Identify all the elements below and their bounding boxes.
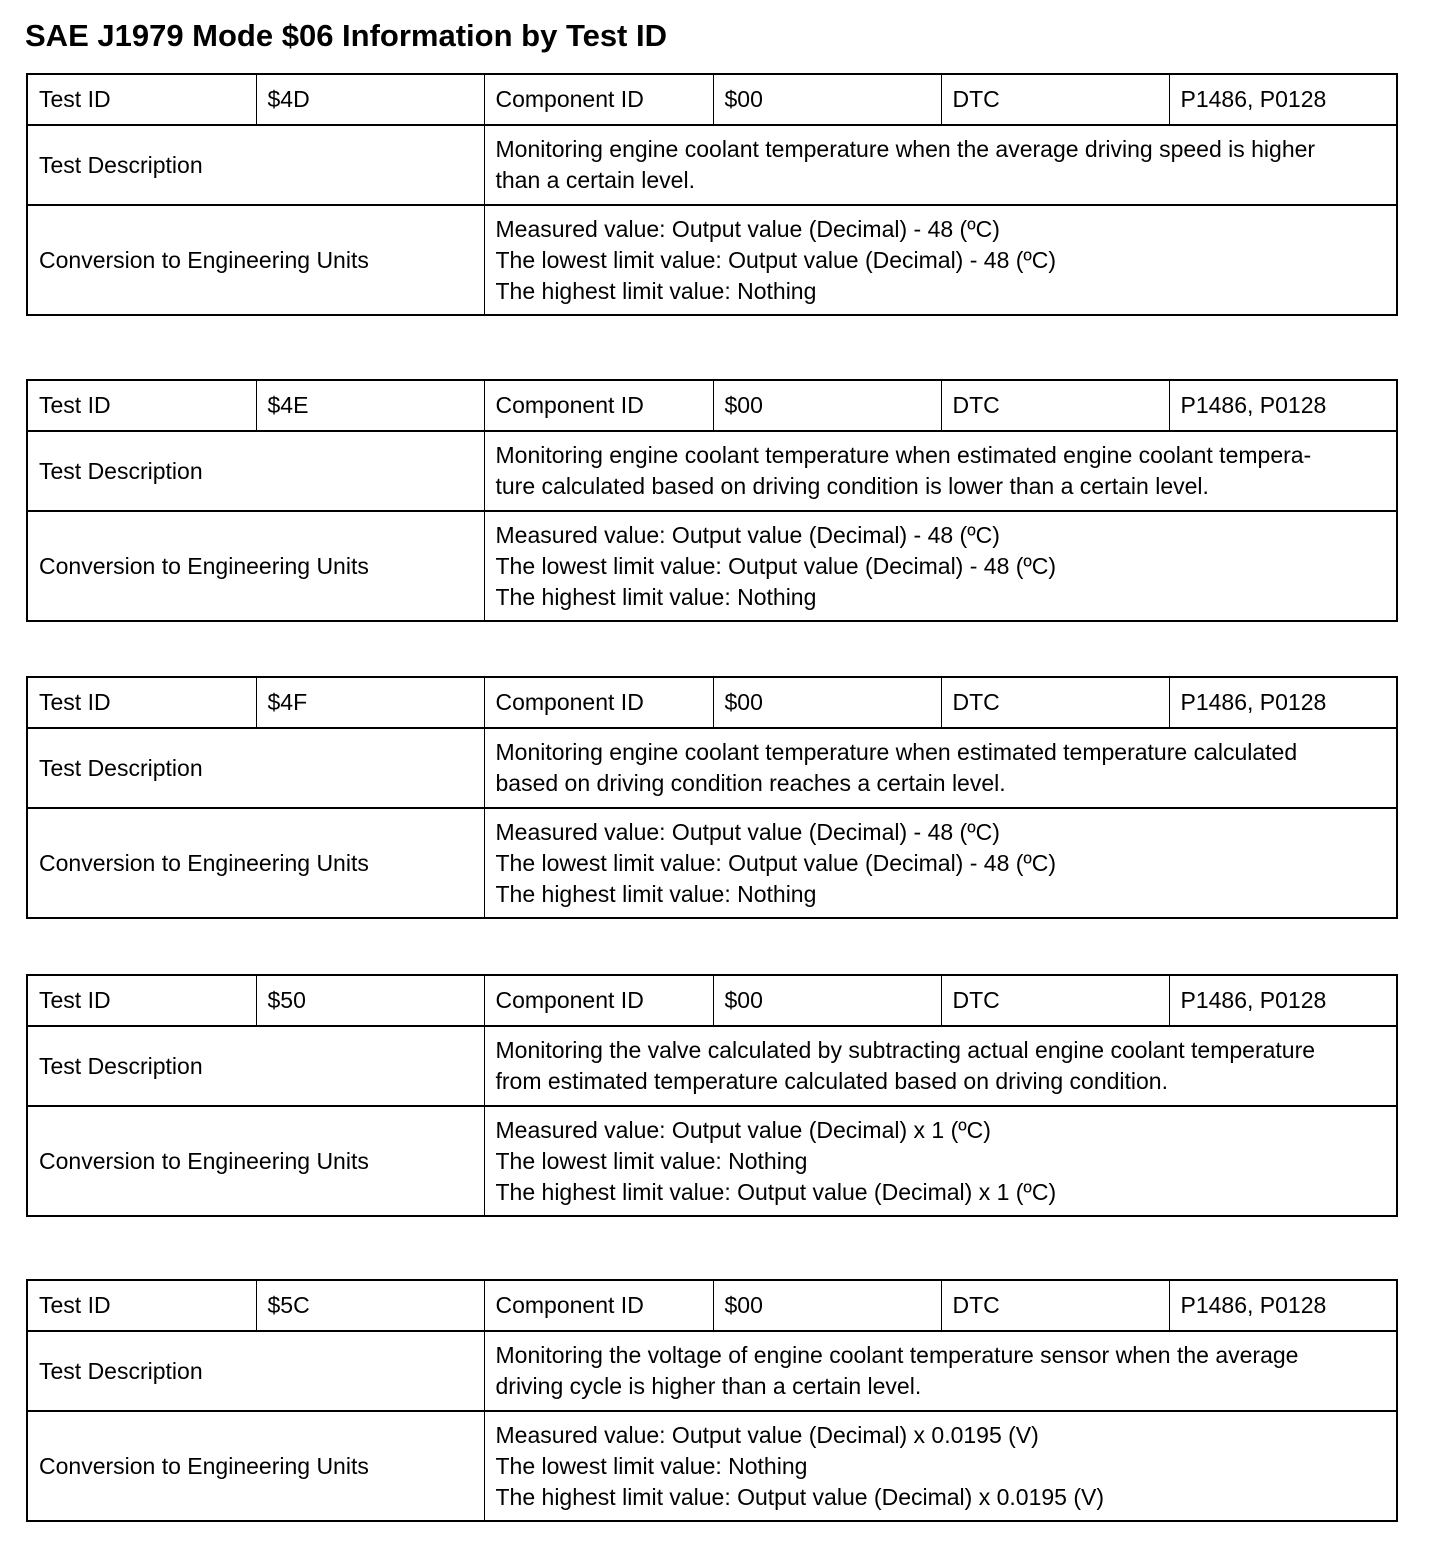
lowest-limit-text: The lowest limit value: Nothing: [495, 1452, 808, 1479]
test-id-table-50: [26, 974, 1398, 1217]
dtc-value: P1486, P0128: [1169, 677, 1397, 728]
conversion-label: Conversion to Engineering Units: [27, 205, 484, 315]
description-line: Monitoring engine coolant temperature when estimated temperature calculated: [495, 739, 1298, 765]
test-id-value: $50: [256, 975, 484, 1026]
description-row: [27, 1026, 1397, 1106]
dtc-label: DTC: [941, 975, 1169, 1026]
header-row: [27, 1280, 1397, 1331]
component-id-label: Component ID: [484, 1280, 713, 1331]
test-id-label: Test ID: [27, 677, 256, 728]
conversion-row: [27, 808, 1397, 918]
component-id-label: Component ID: [484, 975, 713, 1026]
description-line: ture calculated based on driving condition is lower than a certain level.: [495, 473, 1209, 499]
conversion-row: [27, 1411, 1397, 1521]
test-id-label: Test ID: [27, 1280, 256, 1331]
measured-value-text: Measured value: Output value (Decimal) - 48 (ºC): [495, 521, 1000, 548]
component-id-value: $00: [713, 380, 941, 431]
test-id-label: Test ID: [27, 380, 256, 431]
dtc-label: DTC: [941, 1280, 1169, 1331]
component-id-label: Component ID: [484, 380, 713, 431]
conversion-label: Conversion to Engineering Units: [27, 511, 484, 621]
component-id-value: $00: [713, 74, 941, 125]
measured-value-text: Measured value: Output value (Decimal) - 48 (ºC): [495, 215, 1000, 242]
description-row: [27, 1331, 1397, 1411]
lowest-limit-text: The lowest limit value: Nothing: [495, 1147, 808, 1174]
highest-limit-text: The highest limit value: Nothing: [495, 880, 817, 907]
test-description-label: Test Description: [27, 125, 484, 205]
test-description-label: Test Description: [27, 1026, 484, 1106]
test-description-label: Test Description: [27, 1331, 484, 1411]
component-id-value: $00: [713, 677, 941, 728]
conversion-value: [484, 1106, 1397, 1216]
component-id-value: $00: [713, 1280, 941, 1331]
dtc-value: P1486, P0128: [1169, 1280, 1397, 1331]
dtc-value: P1486, P0128: [1169, 975, 1397, 1026]
measured-value-text: Measured value: Output value (Decimal) x 0.0195 (V): [495, 1421, 1039, 1448]
conversion-value: [484, 808, 1397, 918]
description-line: from estimated temperature calculated based on driving condition.: [495, 1068, 1168, 1094]
test-id-value: $4F: [256, 677, 484, 728]
header-row: [27, 380, 1397, 431]
test-description-value: [484, 1331, 1397, 1411]
test-id-table-4e: [26, 379, 1398, 622]
page-title: SAE J1979 Mode $06 Information by Test ID: [25, 18, 667, 53]
description-line: Monitoring engine coolant temperature when the average driving speed is higher: [495, 136, 1316, 162]
test-id-value: $4D: [256, 74, 484, 125]
description-row: [27, 728, 1397, 808]
dtc-value: P1486, P0128: [1169, 74, 1397, 125]
test-id-label: Test ID: [27, 975, 256, 1026]
component-id-label: Component ID: [484, 677, 713, 728]
header-row: [27, 677, 1397, 728]
test-id-value: $4E: [256, 380, 484, 431]
conversion-row: [27, 1106, 1397, 1216]
test-description-value: [484, 431, 1397, 511]
test-id-table-4d: [26, 73, 1398, 316]
test-id-value: $5C: [256, 1280, 484, 1331]
description-line: than a certain level.: [495, 167, 695, 193]
highest-limit-text: The highest limit value: Nothing: [495, 583, 817, 610]
lowest-limit-text: The lowest limit value: Output value (Decimal) - 48 (ºC): [495, 246, 1057, 273]
description-line: driving cycle is higher than a certain level.: [495, 1373, 922, 1399]
highest-limit-text: The highest limit value: Output value (Decimal) x 0.0195 (V): [495, 1483, 1104, 1510]
conversion-label: Conversion to Engineering Units: [27, 808, 484, 918]
dtc-value: P1486, P0128: [1169, 380, 1397, 431]
description-line: Monitoring engine coolant temperature when estimated engine coolant tempera-: [495, 442, 1312, 468]
lowest-limit-text: The lowest limit value: Output value (Decimal) - 48 (ºC): [495, 552, 1057, 579]
conversion-value: [484, 511, 1397, 621]
header-row: [27, 975, 1397, 1026]
test-description-label: Test Description: [27, 728, 484, 808]
highest-limit-text: The highest limit value: Nothing: [495, 277, 817, 304]
description-row: [27, 125, 1397, 205]
description-line: Monitoring the valve calculated by subtracting actual engine coolant temperature: [495, 1037, 1316, 1063]
test-description-value: [484, 125, 1397, 205]
test-description-value: [484, 728, 1397, 808]
component-id-label: Component ID: [484, 74, 713, 125]
measured-value-text: Measured value: Output value (Decimal) x 1 (ºC): [495, 1116, 991, 1143]
test-id-label: Test ID: [27, 74, 256, 125]
dtc-label: DTC: [941, 74, 1169, 125]
description-line: Monitoring the voltage of engine coolant temperature sensor when the average: [495, 1342, 1299, 1368]
conversion-label: Conversion to Engineering Units: [27, 1106, 484, 1216]
component-id-value: $00: [713, 975, 941, 1026]
description-line: based on driving condition reaches a certain level.: [495, 770, 1006, 796]
description-row: [27, 431, 1397, 511]
conversion-label: Conversion to Engineering Units: [27, 1411, 484, 1521]
test-id-table-4f: [26, 676, 1398, 919]
header-row: [27, 74, 1397, 125]
measured-value-text: Measured value: Output value (Decimal) - 48 (ºC): [495, 818, 1000, 845]
conversion-value: [484, 1411, 1397, 1521]
dtc-label: DTC: [941, 380, 1169, 431]
test-description-value: [484, 1026, 1397, 1106]
test-id-table-5c: [26, 1279, 1398, 1522]
highest-limit-text: The highest limit value: Output value (Decimal) x 1 (ºC): [495, 1178, 1057, 1205]
lowest-limit-text: The lowest limit value: Output value (Decimal) - 48 (ºC): [495, 849, 1057, 876]
conversion-row: [27, 511, 1397, 621]
conversion-value: [484, 205, 1397, 315]
dtc-label: DTC: [941, 677, 1169, 728]
conversion-row: [27, 205, 1397, 315]
test-description-label: Test Description: [27, 431, 484, 511]
